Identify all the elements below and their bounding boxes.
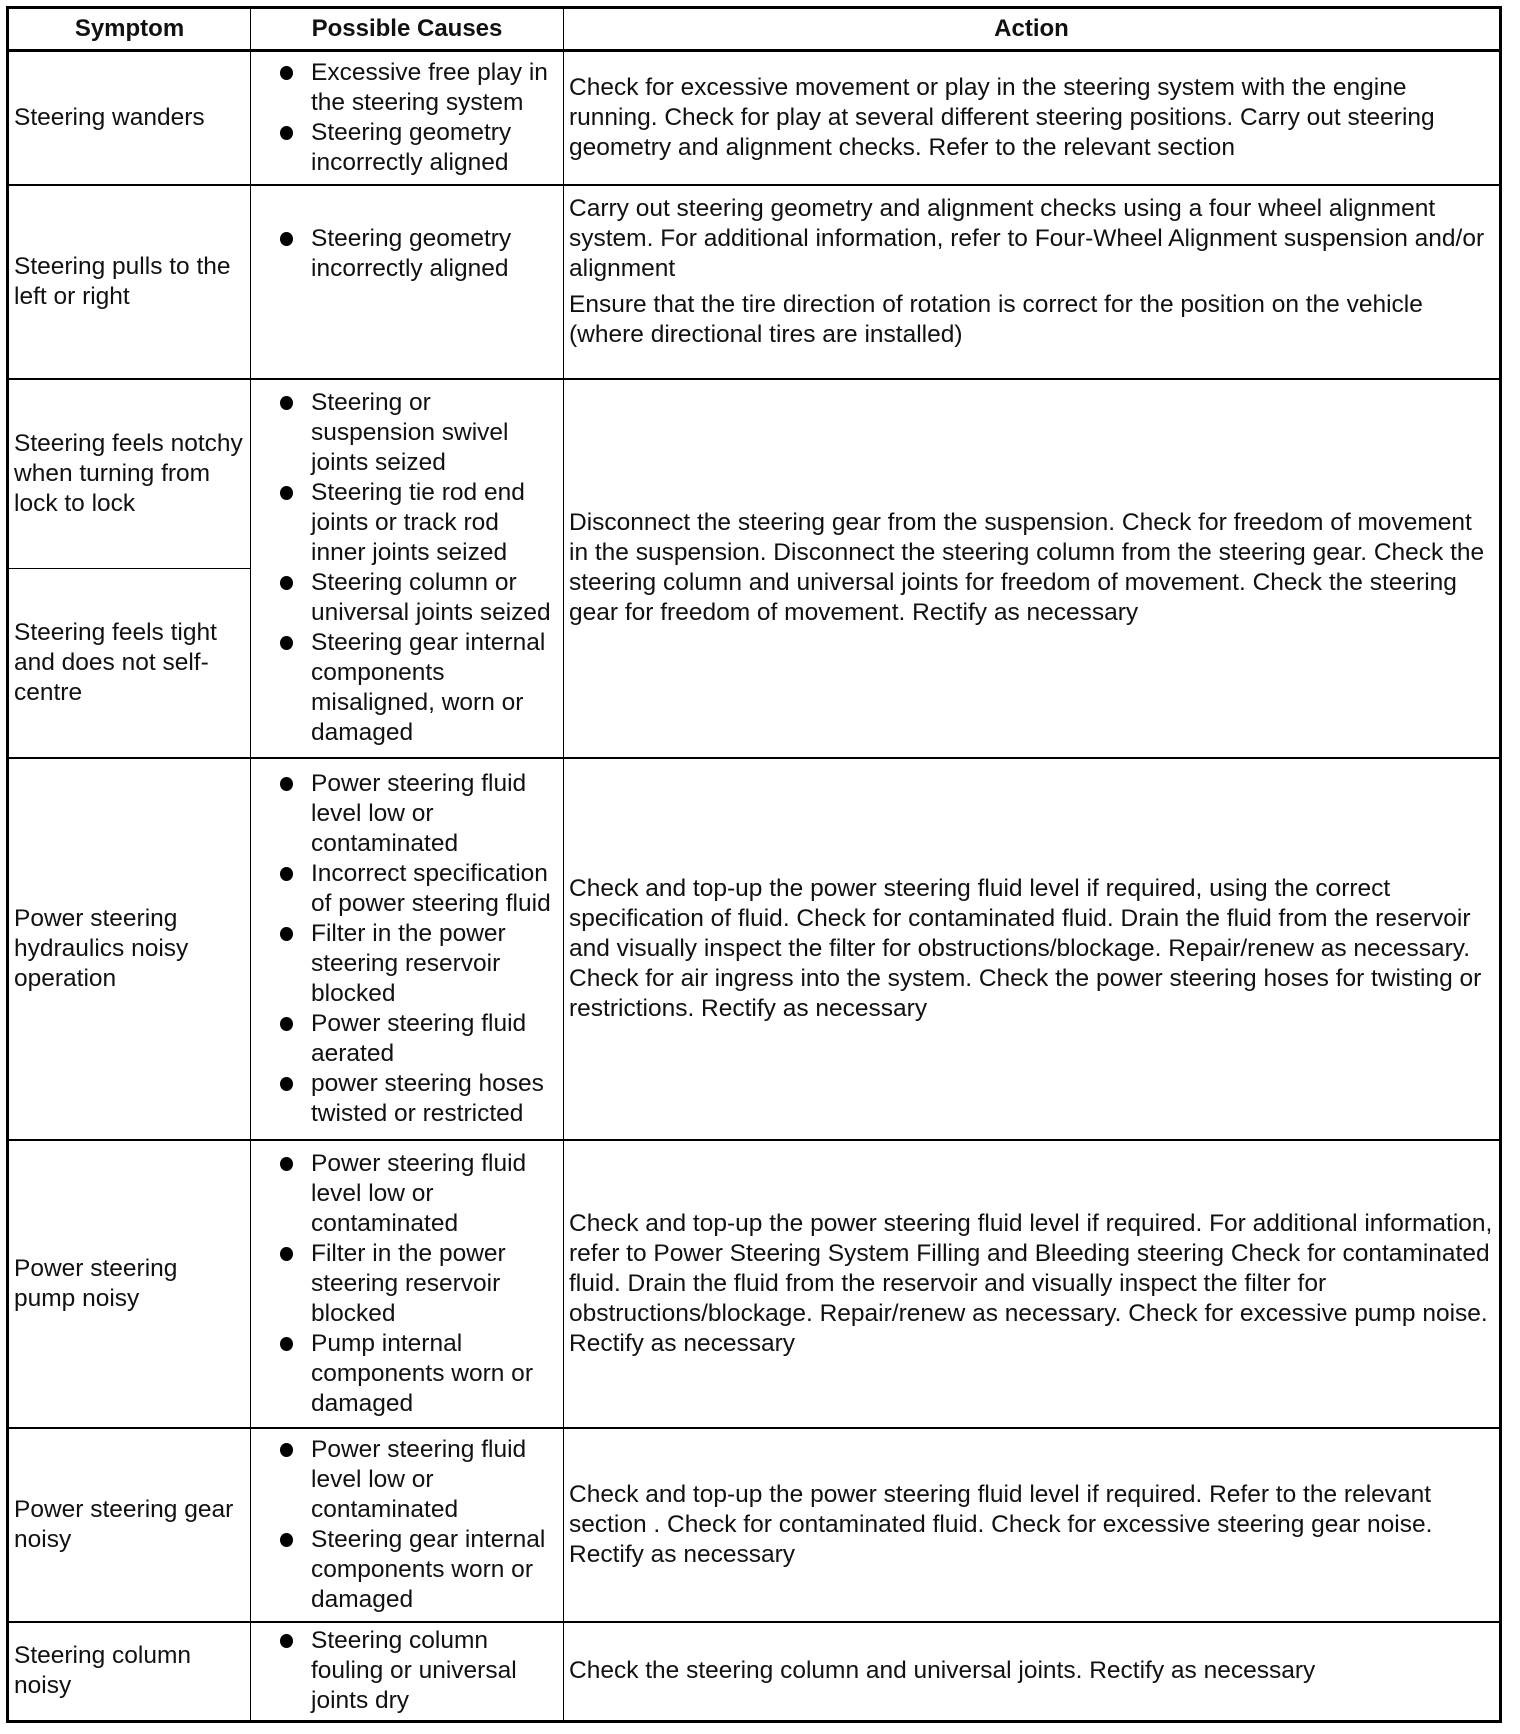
cause-item: Power steering fluid level low or contaminated [280,769,558,859]
causes-cell [251,379,564,758]
causes-cell [251,1140,564,1428]
symptom-cell: Steering column noisy [8,1622,251,1722]
table-row [8,379,1501,569]
cause-item: Power steering fluid aerated [280,1009,558,1069]
table-row [8,185,1501,379]
bullet-icon [280,1077,293,1091]
bullet-icon [280,1337,293,1351]
bullet-icon [280,1533,293,1547]
cause-item: Steering or suspension swivel joints seized [280,388,558,478]
cause-item: Steering column fouling or universal joints dry [280,1626,558,1716]
cause-item: Incorrect specification of power steering fluid [280,859,558,919]
symptom-cell: Steering feels notchy when turning from lock to lock [8,379,251,569]
cause-item: Excessive free play in the steering system [280,58,558,118]
symptom-cell: Power steering gear noisy [8,1428,251,1622]
cause-item: Steering column or universal joints seized [280,568,558,628]
cause-item: Filter in the power steering reservoir blocked [280,1239,558,1329]
table-row [8,758,1501,1140]
table-row [8,1428,1501,1622]
cause-item: Power steering fluid level low or contaminated [280,1149,558,1239]
header-action: Action [564,8,1501,51]
bullet-icon [280,576,293,590]
symptom-cell: Steering pulls to the left or right [8,185,251,379]
action-cell: Check and top-up the power steering fluid level if required. For additional information, refer to Power Steering System Filling and Bleeding steering Check for contaminated fluid. Drain the fluid from the reservoir and visually inspect the filter for obstructions/blockage. Repair/renew as necessary. Check for excessive pump noise. Rectify as necessary [564,1140,1501,1428]
cause-item: Pump internal components worn or damaged [280,1329,558,1419]
bullet-icon [280,777,293,791]
table-row [8,51,1501,185]
action-cell: Disconnect the steering gear from the suspension. Check for freedom of movement in the suspension. Disconnect the steering column from the steering gear. Check the steering column and universal joints for freedom of movement. Check the steering gear for freedom of movement. Rectify as necessary [564,379,1501,758]
action-cell: Check for excessive movement or play in the steering system with the engine running. Check for play at several different steering positions. Carry out steering geometry and alignment checks. Refer to the relevant section [564,51,1501,185]
causes-cell [251,1428,564,1622]
cause-item: Filter in the power steering reservoir blocked [280,919,558,1009]
cause-item: Steering geometry incorrectly aligned [280,224,558,284]
cause-item: Power steering fluid level low or contaminated [280,1435,558,1525]
bullet-icon [280,1443,293,1457]
bullet-icon [280,66,293,80]
table-row [8,1140,1501,1428]
causes-cell [251,1622,564,1722]
action-cell: Check and top-up the power steering fluid level if required. Refer to the relevant section . Check for contaminated fluid. Check for excessive steering gear noise. Rectify as necessary [564,1428,1501,1622]
header-symptom: Symptom [8,8,251,51]
cause-item: Steering gear internal components worn or damaged [280,1525,558,1615]
causes-cell [251,51,564,185]
bullet-icon [280,867,293,881]
bullet-icon [280,1634,293,1648]
table-row [8,1622,1501,1722]
causes-cell [251,185,564,379]
bullet-icon [280,486,293,500]
cause-item: power steering hoses twisted or restricted [280,1069,558,1129]
symptom-cell: Power steering pump noisy [8,1140,251,1428]
cause-item: Steering geometry incorrectly aligned [280,118,558,178]
bullet-icon [280,1247,293,1261]
bullet-icon [280,1157,293,1171]
bullet-icon [280,1017,293,1031]
symptom-cell: Steering wanders [8,51,251,185]
bullet-icon [280,232,293,246]
action-cell: Check and top-up the power steering fluid level if required, using the correct specification of fluid. Check for contaminated fluid. Drain the fluid from the reservoir and visually inspect the filter for obstructions/blockage. Repair/renew as necessary. Check for air ingress into the system. Check the power steering hoses for twisting or restrictions. Rectify as necessary [564,758,1501,1140]
bullet-icon [280,636,293,650]
cause-item: Steering tie rod end joints or track rod inner joints seized [280,478,558,568]
bullet-icon [280,396,293,410]
causes-cell [251,758,564,1140]
cause-item: Steering gear internal components misaligned, worn or damaged [280,628,558,748]
action-cell: Carry out steering geometry and alignment checks using a four wheel alignment system. For additional information, refer to Four-Wheel Alignment suspension and/or alignment Ensure that the tire direction of rotation is correct for the position on the vehicle (where directional tires are installed) [564,185,1501,379]
diagnosis-table [6,6,1502,1723]
symptom-cell: Steering feels tight and does not self-centre [8,569,251,758]
header-possible-causes: Possible Causes [251,8,564,51]
bullet-icon [280,126,293,140]
header-row [8,8,1501,51]
action-cell: Check the steering column and universal joints. Rectify as necessary [564,1622,1501,1722]
bullet-icon [280,927,293,941]
symptom-cell: Power steering hydraulics noisy operation [8,758,251,1140]
